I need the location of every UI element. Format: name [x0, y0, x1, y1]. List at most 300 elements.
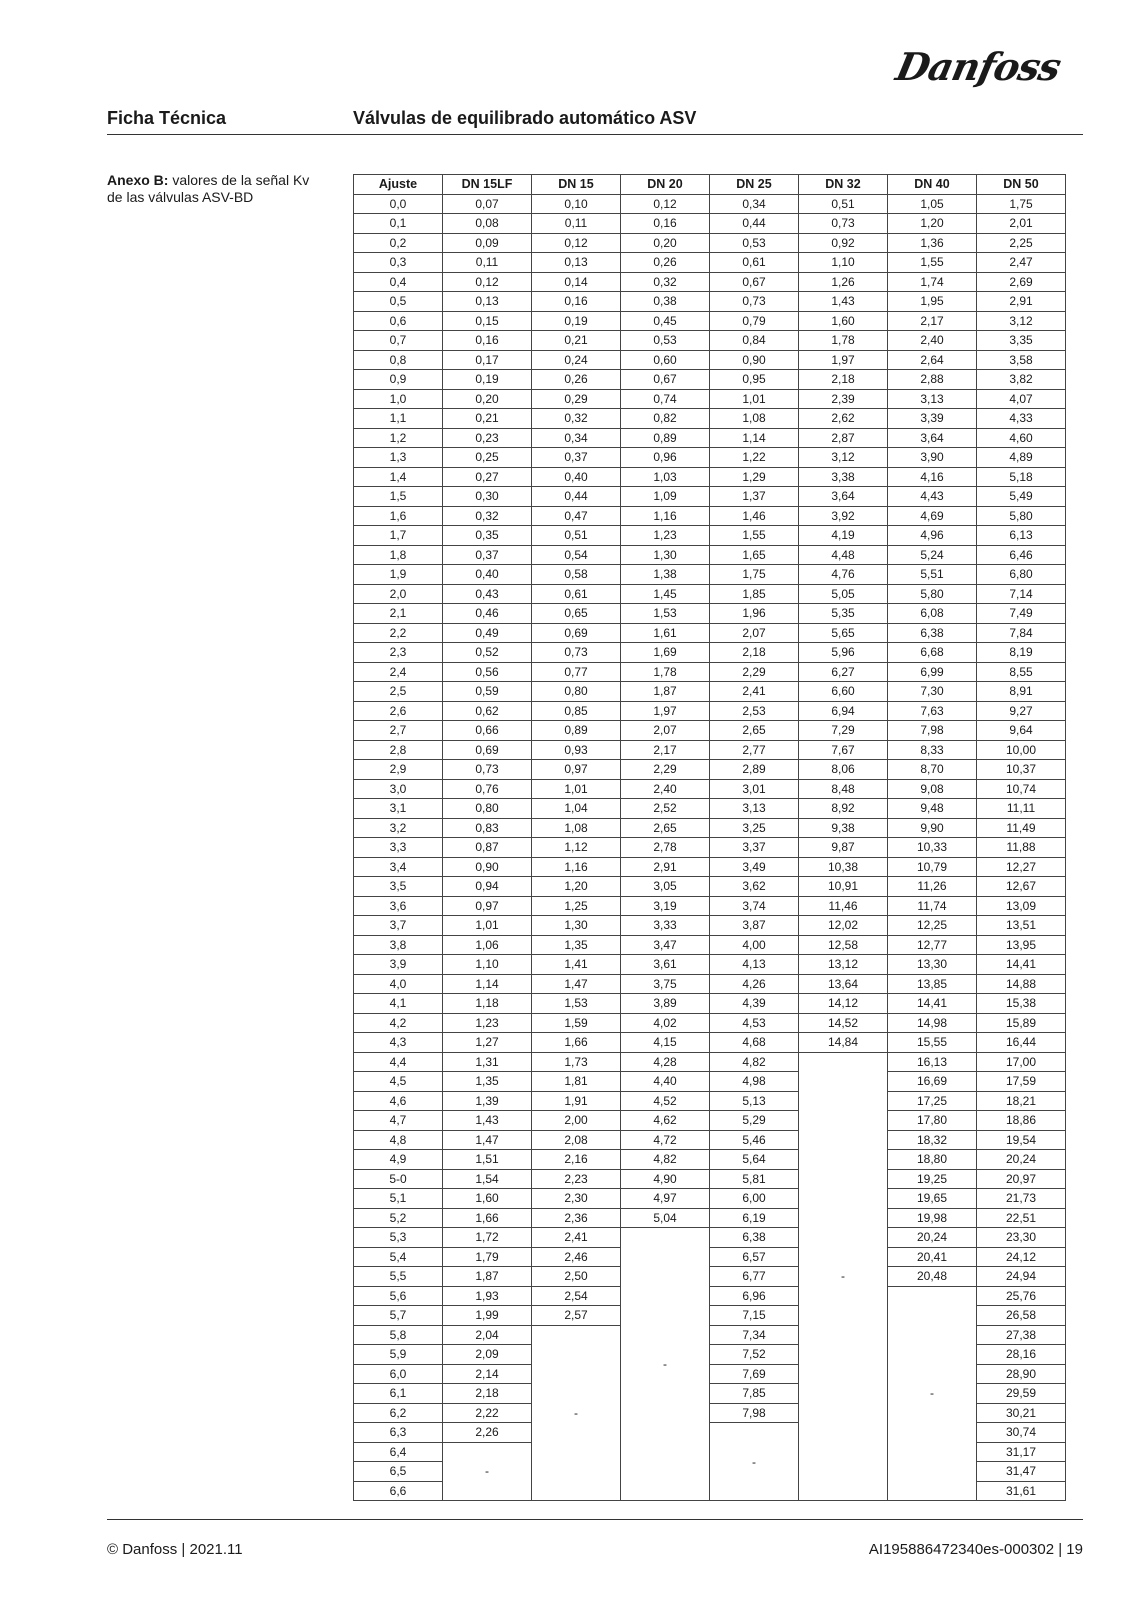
kv-cell: 2,17 — [621, 740, 710, 760]
kv-cell: 0,34 — [710, 194, 799, 214]
kv-cell: 12,27 — [977, 857, 1066, 877]
table-row — [354, 331, 1066, 351]
kv-cell: 0,73 — [799, 214, 888, 234]
table-row — [354, 1013, 1066, 1033]
table-row — [354, 662, 1066, 682]
kv-cell: 3,39 — [888, 409, 977, 429]
table-row — [354, 1189, 1066, 1209]
table-row — [354, 272, 1066, 292]
kv-table — [353, 174, 1066, 1501]
kv-cell: 1,16 — [532, 857, 621, 877]
kv-cell: 0,13 — [532, 253, 621, 273]
table-row — [354, 409, 1066, 429]
kv-cell: 3,64 — [799, 487, 888, 507]
not-available-cell: - — [443, 1442, 532, 1501]
kv-cell: 20,41 — [888, 1247, 977, 1267]
kv-cell: 1,18 — [443, 994, 532, 1014]
kv-cell: 7,84 — [977, 623, 1066, 643]
kv-cell: 1,09 — [621, 487, 710, 507]
ajuste-cell: 1,6 — [354, 506, 443, 526]
footer-copyright: © Danfoss | 2021.11 — [107, 1541, 243, 1558]
kv-cell: 0,40 — [443, 565, 532, 585]
kv-cell: 7,29 — [799, 721, 888, 741]
kv-cell: 4,69 — [888, 506, 977, 526]
kv-cell: 12,02 — [799, 916, 888, 936]
kv-cell: 2,29 — [621, 760, 710, 780]
kv-cell: 4,39 — [710, 994, 799, 1014]
table-row — [354, 584, 1066, 604]
kv-cell: 2,16 — [532, 1150, 621, 1170]
kv-cell: 0,44 — [710, 214, 799, 234]
kv-cell: 0,12 — [532, 233, 621, 253]
kv-cell: 6,60 — [799, 682, 888, 702]
table-row — [354, 818, 1066, 838]
kv-cell: 3,12 — [977, 311, 1066, 331]
kv-cell: 28,90 — [977, 1364, 1066, 1384]
kv-cell: 0,51 — [799, 194, 888, 214]
kv-cell: 5,05 — [799, 584, 888, 604]
kv-cell: 0,90 — [443, 857, 532, 877]
ajuste-cell: 1,8 — [354, 545, 443, 565]
kv-cell: 0,74 — [621, 389, 710, 409]
kv-cell: 0,40 — [532, 467, 621, 487]
kv-cell: 10,33 — [888, 838, 977, 858]
kv-cell: 11,11 — [977, 799, 1066, 819]
kv-cell: 4,82 — [621, 1150, 710, 1170]
kv-cell: 1,75 — [710, 565, 799, 585]
kv-cell: 6,57 — [710, 1247, 799, 1267]
table-row — [354, 877, 1066, 897]
kv-cell: 16,69 — [888, 1072, 977, 1092]
kv-cell: 2,69 — [977, 272, 1066, 292]
kv-cell: 3,13 — [710, 799, 799, 819]
ajuste-cell: 3,3 — [354, 838, 443, 858]
kv-cell: 7,63 — [888, 701, 977, 721]
ajuste-cell: 5-0 — [354, 1169, 443, 1189]
kv-cell: 1,78 — [799, 331, 888, 351]
kv-cell: 2,18 — [799, 370, 888, 390]
kv-cell: 0,76 — [443, 779, 532, 799]
kv-cell: 13,95 — [977, 935, 1066, 955]
kv-cell: 2,46 — [532, 1247, 621, 1267]
kv-cell: 13,09 — [977, 896, 1066, 916]
kv-cell: 17,00 — [977, 1052, 1066, 1072]
ajuste-cell: 4,8 — [354, 1130, 443, 1150]
ajuste-cell: 3,9 — [354, 955, 443, 975]
table-row — [354, 1228, 1066, 1248]
kv-cell: 0,84 — [710, 331, 799, 351]
table-row — [354, 1091, 1066, 1111]
kv-cell: 18,86 — [977, 1111, 1066, 1131]
kv-cell: 4,07 — [977, 389, 1066, 409]
kv-cell: 6,38 — [888, 623, 977, 643]
kv-cell: 2,62 — [799, 409, 888, 429]
kv-cell: 31,47 — [977, 1462, 1066, 1482]
kv-cell: 5,35 — [799, 604, 888, 624]
kv-cell: 3,47 — [621, 935, 710, 955]
kv-cell: 1,04 — [532, 799, 621, 819]
kv-cell: 12,58 — [799, 935, 888, 955]
kv-cell: 4,52 — [621, 1091, 710, 1111]
kv-cell: 1,06 — [443, 935, 532, 955]
kv-cell: 2,26 — [443, 1423, 532, 1443]
kv-cell: 0,20 — [443, 389, 532, 409]
kv-cell: 0,58 — [532, 565, 621, 585]
ajuste-cell: 6,4 — [354, 1442, 443, 1462]
kv-cell: 1,95 — [888, 292, 977, 312]
kv-cell: 6,08 — [888, 604, 977, 624]
kv-cell: 2,65 — [621, 818, 710, 838]
kv-cell: 0,65 — [532, 604, 621, 624]
ajuste-cell: 2,8 — [354, 740, 443, 760]
table-row — [354, 857, 1066, 877]
ajuste-cell: 5,8 — [354, 1325, 443, 1345]
kv-cell: 2,08 — [532, 1130, 621, 1150]
kv-cell: 4,53 — [710, 1013, 799, 1033]
table-row — [354, 233, 1066, 253]
kv-cell: 1,23 — [443, 1013, 532, 1033]
ajuste-cell: 6,2 — [354, 1403, 443, 1423]
kv-cell: 5,46 — [710, 1130, 799, 1150]
kv-cell: 3,58 — [977, 350, 1066, 370]
table-row — [354, 838, 1066, 858]
kv-cell: 3,25 — [710, 818, 799, 838]
kv-cell: 1,45 — [621, 584, 710, 604]
ajuste-cell: 3,0 — [354, 779, 443, 799]
kv-cell: 10,38 — [799, 857, 888, 877]
kv-cell: 9,27 — [977, 701, 1066, 721]
table-row — [354, 292, 1066, 312]
ajuste-cell: 1,1 — [354, 409, 443, 429]
kv-cell: 5,96 — [799, 643, 888, 663]
kv-cell: 2,52 — [621, 799, 710, 819]
kv-cell: 0,29 — [532, 389, 621, 409]
kv-cell: 8,70 — [888, 760, 977, 780]
kv-cell: 4,43 — [888, 487, 977, 507]
table-row — [354, 994, 1066, 1014]
kv-cell: 0,16 — [443, 331, 532, 351]
kv-cell: 0,46 — [443, 604, 532, 624]
ajuste-cell: 2,7 — [354, 721, 443, 741]
kv-cell: 0,73 — [710, 292, 799, 312]
kv-cell: 0,62 — [443, 701, 532, 721]
kv-cell: 2,39 — [799, 389, 888, 409]
kv-cell: 0,67 — [710, 272, 799, 292]
kv-cell: 4,26 — [710, 974, 799, 994]
kv-cell: 0,56 — [443, 662, 532, 682]
kv-cell: 0,12 — [621, 194, 710, 214]
kv-cell: 1,87 — [621, 682, 710, 702]
kv-cell: 2,30 — [532, 1189, 621, 1209]
kv-cell: 0,07 — [443, 194, 532, 214]
kv-cell: 4,00 — [710, 935, 799, 955]
kv-cell: 1,74 — [888, 272, 977, 292]
kv-cell: 5,49 — [977, 487, 1066, 507]
not-available-cell: - — [710, 1423, 799, 1501]
kv-cell: 2,50 — [532, 1267, 621, 1287]
kv-cell: 11,74 — [888, 896, 977, 916]
kv-cell: 16,44 — [977, 1033, 1066, 1053]
kv-cell: 2,29 — [710, 662, 799, 682]
kv-cell: 0,53 — [621, 331, 710, 351]
kv-cell: 0,66 — [443, 721, 532, 741]
kv-cell: 0,34 — [532, 428, 621, 448]
kv-cell: 5,13 — [710, 1091, 799, 1111]
kv-cell: 20,24 — [888, 1228, 977, 1248]
kv-cell: 9,48 — [888, 799, 977, 819]
kv-cell: 0,26 — [532, 370, 621, 390]
not-available-cell: - — [532, 1325, 621, 1501]
page-title: Válvulas de equilibrado automático ASV — [353, 108, 697, 128]
kv-cell: 3,64 — [888, 428, 977, 448]
kv-cell: 1,93 — [443, 1286, 532, 1306]
table-row — [354, 545, 1066, 565]
kv-cell: 1,01 — [532, 779, 621, 799]
kv-cell: 0,52 — [443, 643, 532, 663]
table-row — [354, 604, 1066, 624]
kv-cell: 5,80 — [888, 584, 977, 604]
ajuste-cell: 2,9 — [354, 760, 443, 780]
kv-cell: 0,97 — [443, 896, 532, 916]
ajuste-cell: 6,3 — [354, 1423, 443, 1443]
kv-cell: 0,16 — [621, 214, 710, 234]
kv-cell: 4,13 — [710, 955, 799, 975]
ajuste-cell: 4,4 — [354, 1052, 443, 1072]
kv-cell: 18,21 — [977, 1091, 1066, 1111]
kv-cell: 6,00 — [710, 1189, 799, 1209]
kv-cell: 4,96 — [888, 526, 977, 546]
kv-cell: 2,09 — [443, 1345, 532, 1365]
table-row — [354, 370, 1066, 390]
kv-cell: 15,55 — [888, 1033, 977, 1053]
kv-cell: 14,52 — [799, 1013, 888, 1033]
kv-cell: 0,90 — [710, 350, 799, 370]
table-row — [354, 779, 1066, 799]
kv-cell: 6,27 — [799, 662, 888, 682]
table-row — [354, 194, 1066, 214]
kv-cell: 1,36 — [888, 233, 977, 253]
kv-cell: 3,01 — [710, 779, 799, 799]
kv-cell: 13,85 — [888, 974, 977, 994]
kv-cell: 6,96 — [710, 1286, 799, 1306]
kv-cell: 7,67 — [799, 740, 888, 760]
ajuste-cell: 0,5 — [354, 292, 443, 312]
kv-cell: 4,97 — [621, 1189, 710, 1209]
kv-cell: 19,65 — [888, 1189, 977, 1209]
kv-cell: 0,44 — [532, 487, 621, 507]
kv-cell: 22,51 — [977, 1208, 1066, 1228]
kv-cell: 3,74 — [710, 896, 799, 916]
kv-cell: 2,89 — [710, 760, 799, 780]
not-available-cell: - — [888, 1286, 977, 1501]
kv-cell: 5,29 — [710, 1111, 799, 1131]
danfoss-logo: Danfoss — [892, 44, 1065, 89]
table-row — [354, 643, 1066, 663]
kv-cell: 1,20 — [888, 214, 977, 234]
kv-cell: 3,33 — [621, 916, 710, 936]
kv-cell: 4,89 — [977, 448, 1066, 468]
kv-cell: 8,92 — [799, 799, 888, 819]
kv-cell: 1,97 — [799, 350, 888, 370]
kv-cell: 1,30 — [532, 916, 621, 936]
ajuste-cell: 1,0 — [354, 389, 443, 409]
kv-cell: 2,40 — [888, 331, 977, 351]
ajuste-cell: 1,5 — [354, 487, 443, 507]
kv-cell: 0,89 — [532, 721, 621, 741]
kv-cell: 4,16 — [888, 467, 977, 487]
kv-cell: 0,95 — [710, 370, 799, 390]
table-row — [354, 487, 1066, 507]
column-header: DN 32 — [799, 175, 888, 195]
kv-cell: 1,41 — [532, 955, 621, 975]
kv-cell: 29,59 — [977, 1384, 1066, 1404]
ajuste-cell: 2,3 — [354, 643, 443, 663]
ajuste-cell: 0,2 — [354, 233, 443, 253]
kv-cell: 19,25 — [888, 1169, 977, 1189]
kv-cell: 0,20 — [621, 233, 710, 253]
ajuste-cell: 4,1 — [354, 994, 443, 1014]
kv-cell: 6,99 — [888, 662, 977, 682]
table-row — [354, 428, 1066, 448]
kv-cell: 7,52 — [710, 1345, 799, 1365]
kv-cell: 1,38 — [621, 565, 710, 585]
kv-cell: 23,30 — [977, 1228, 1066, 1248]
ajuste-cell: 4,2 — [354, 1013, 443, 1033]
ajuste-cell: 3,2 — [354, 818, 443, 838]
kv-cell: 11,49 — [977, 818, 1066, 838]
kv-cell: 0,80 — [532, 682, 621, 702]
kv-cell: 0,73 — [532, 643, 621, 663]
kv-cell: 1,66 — [532, 1033, 621, 1053]
kv-cell: 1,35 — [532, 935, 621, 955]
kv-cell: 0,13 — [443, 292, 532, 312]
kv-cell: 6,77 — [710, 1267, 799, 1287]
kv-cell: 0,11 — [532, 214, 621, 234]
table-row — [354, 1169, 1066, 1189]
kv-cell: 4,60 — [977, 428, 1066, 448]
kv-cell: 5,04 — [621, 1208, 710, 1228]
kv-cell: 0,14 — [532, 272, 621, 292]
kv-cell: 13,12 — [799, 955, 888, 975]
kv-cell: 1,72 — [443, 1228, 532, 1248]
table-row — [354, 701, 1066, 721]
table-row — [354, 740, 1066, 760]
ajuste-cell: 2,2 — [354, 623, 443, 643]
kv-cell: 0,93 — [532, 740, 621, 760]
kv-cell: 1,29 — [710, 467, 799, 487]
kv-cell: 8,48 — [799, 779, 888, 799]
kv-cell: 1,99 — [443, 1306, 532, 1326]
kv-cell: 0,15 — [443, 311, 532, 331]
ajuste-cell: 2,6 — [354, 701, 443, 721]
kv-cell: 4,02 — [621, 1013, 710, 1033]
kv-cell: 12,67 — [977, 877, 1066, 897]
kv-cell: 0,09 — [443, 233, 532, 253]
kv-cell: 0,10 — [532, 194, 621, 214]
kv-cell: 2,88 — [888, 370, 977, 390]
table-row — [354, 350, 1066, 370]
kv-cell: 4,15 — [621, 1033, 710, 1053]
kv-cell: 1,61 — [621, 623, 710, 643]
kv-cell: 0,45 — [621, 311, 710, 331]
table-row — [354, 721, 1066, 741]
kv-cell: 20,24 — [977, 1150, 1066, 1170]
table-row — [354, 1247, 1066, 1267]
kv-cell: 6,38 — [710, 1228, 799, 1248]
kv-cell: 2,41 — [710, 682, 799, 702]
kv-cell: 14,12 — [799, 994, 888, 1014]
kv-cell: 2,65 — [710, 721, 799, 741]
kv-cell: 30,74 — [977, 1423, 1066, 1443]
kv-cell: 2,04 — [443, 1325, 532, 1345]
kv-cell: 3,61 — [621, 955, 710, 975]
footer-divider — [107, 1519, 1083, 1520]
ajuste-cell: 4,5 — [354, 1072, 443, 1092]
page-header — [107, 108, 1083, 135]
ajuste-cell: 2,1 — [354, 604, 443, 624]
kv-cell: 2,07 — [710, 623, 799, 643]
kv-cell: 0,87 — [443, 838, 532, 858]
table-caption — [107, 172, 327, 206]
kv-cell: 4,90 — [621, 1169, 710, 1189]
column-header: DN 20 — [621, 175, 710, 195]
kv-cell: 9,87 — [799, 838, 888, 858]
kv-cell: 12,25 — [888, 916, 977, 936]
kv-cell: 0,35 — [443, 526, 532, 546]
kv-cell: 0,32 — [443, 506, 532, 526]
kv-cell: 8,55 — [977, 662, 1066, 682]
kv-cell: 0,37 — [532, 448, 621, 468]
table-row — [354, 799, 1066, 819]
table-row — [354, 1286, 1066, 1306]
kv-cell: 2,14 — [443, 1364, 532, 1384]
kv-cell: 4,40 — [621, 1072, 710, 1092]
kv-cell: 1,60 — [799, 311, 888, 331]
kv-cell: 2,91 — [977, 292, 1066, 312]
kv-cell: 18,80 — [888, 1150, 977, 1170]
kv-cell: 3,87 — [710, 916, 799, 936]
kv-cell: 0,12 — [443, 272, 532, 292]
kv-cell: 5,51 — [888, 565, 977, 585]
kv-cell: 7,85 — [710, 1384, 799, 1404]
kv-cell: 9,08 — [888, 779, 977, 799]
kv-cell: 1,53 — [532, 994, 621, 1014]
not-available-cell: - — [799, 1052, 888, 1501]
kv-cell: 1,60 — [443, 1189, 532, 1209]
kv-cell: 0,19 — [532, 311, 621, 331]
table-row — [354, 935, 1066, 955]
kv-cell: 5,80 — [977, 506, 1066, 526]
kv-cell: 6,13 — [977, 526, 1066, 546]
kv-cell: 1,25 — [532, 896, 621, 916]
kv-cell: 9,90 — [888, 818, 977, 838]
table-row — [354, 214, 1066, 234]
ajuste-cell: 0,8 — [354, 350, 443, 370]
kv-cell: 1,43 — [799, 292, 888, 312]
kv-cell: 3,82 — [977, 370, 1066, 390]
kv-cell: 0,59 — [443, 682, 532, 702]
kv-cell: 0,82 — [621, 409, 710, 429]
table-row — [354, 1072, 1066, 1092]
kv-cell: 3,35 — [977, 331, 1066, 351]
ajuste-cell: 1,7 — [354, 526, 443, 546]
kv-cell: 0,23 — [443, 428, 532, 448]
ajuste-cell: 5,7 — [354, 1306, 443, 1326]
kv-cell: 13,64 — [799, 974, 888, 994]
kv-cell: 14,84 — [799, 1033, 888, 1053]
kv-cell: 10,37 — [977, 760, 1066, 780]
ajuste-cell: 6,0 — [354, 1364, 443, 1384]
